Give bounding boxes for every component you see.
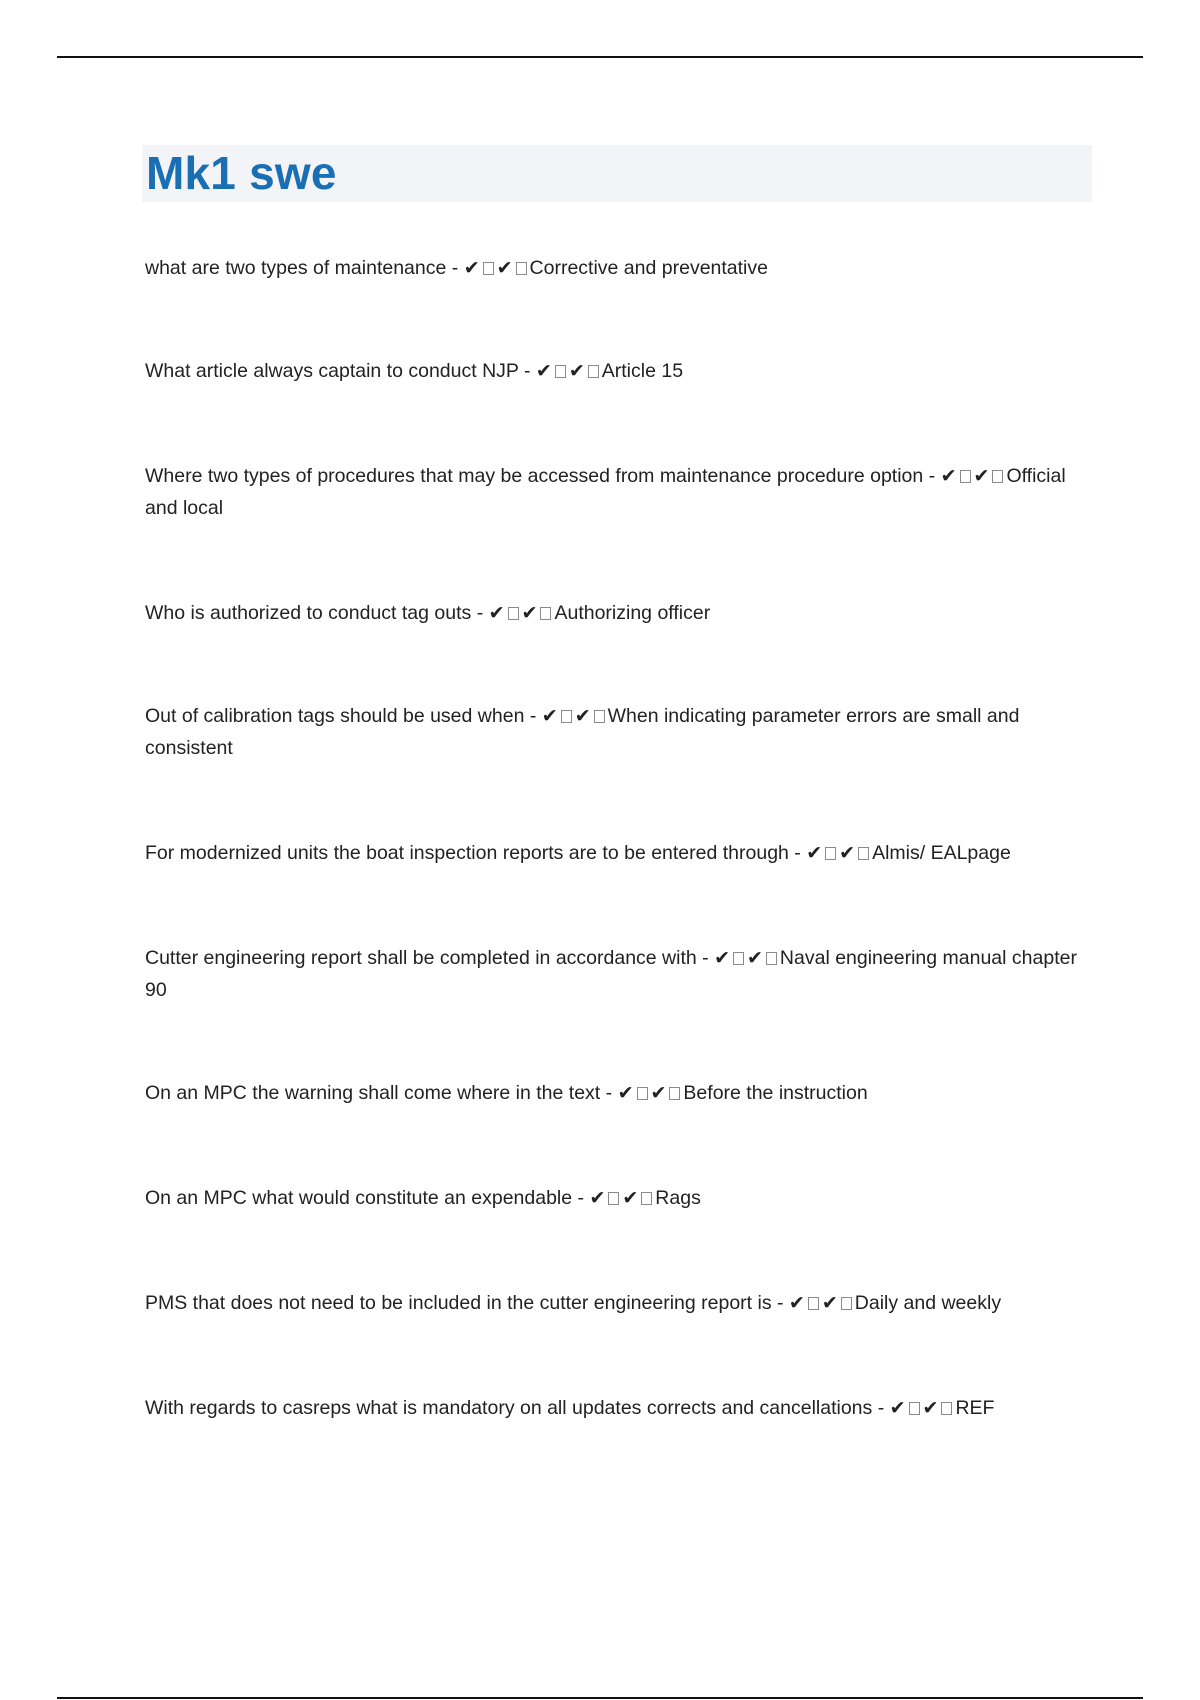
qa-item-11: With regards to casreps what is mandatory on all updates corrects and cancellations - ✔ ✔ REF — [145, 1397, 995, 1419]
box-icon — [825, 847, 836, 860]
check-icon: ✔ — [521, 602, 538, 624]
answer-text: Almis/ EALpage — [872, 842, 1011, 864]
box-icon — [766, 952, 777, 965]
box-icon — [608, 1192, 619, 1205]
box-icon — [960, 470, 971, 483]
question-text: On an MPC what would constitute an expendable — [145, 1187, 573, 1209]
page-bottom-rule — [57, 1697, 1143, 1699]
check-icon: ✔ — [574, 705, 591, 727]
qa-item-7: Cutter engineering report shall be completed in accordance with - ✔ ✔ Naval engineering manual chapter 90 — [145, 947, 1077, 1001]
answer-text: Naval engineering manual chapter 90 — [145, 947, 1077, 1001]
box-icon — [637, 1087, 648, 1100]
question-text: what are two types of maintenance — [145, 257, 447, 279]
qa-item-1: what are two types of maintenance - ✔ ✔ Corrective and preventative — [145, 257, 768, 279]
box-icon — [594, 710, 605, 723]
check-icon: ✔ — [488, 602, 505, 624]
check-icon: ✔ — [650, 1082, 667, 1104]
box-icon — [733, 952, 744, 965]
box-icon — [941, 1402, 952, 1415]
check-icon: ✔ — [747, 947, 763, 969]
question-text: On an MPC the warning shall come where in the text — [145, 1082, 601, 1104]
answer-text: Article 15 — [601, 360, 684, 382]
qa-item-3: Where two types of procedures that may be accessed from maintenance procedure option - ✔ ✔ Official and local — [145, 465, 1066, 519]
check-icon: ✔ — [714, 947, 730, 969]
question-text: What article always captain to conduct NJP — [145, 360, 519, 382]
check-icon: ✔ — [617, 1082, 634, 1104]
check-icon: ✔ — [806, 842, 823, 864]
box-icon — [992, 470, 1003, 483]
box-icon — [561, 710, 572, 723]
answer-text: Authorizing officer — [554, 602, 711, 624]
check-icon: ✔ — [940, 465, 957, 487]
box-icon — [808, 1297, 819, 1310]
answer-text: Before the instruction — [683, 1082, 868, 1104]
box-icon — [909, 1402, 920, 1415]
question-text: Out of calibration tags should be used when — [145, 705, 525, 727]
box-icon — [540, 607, 551, 620]
box-icon — [555, 365, 566, 378]
answer-text: Corrective and preventative — [529, 257, 768, 279]
box-icon — [858, 847, 869, 860]
box-icon — [669, 1087, 680, 1100]
box-icon — [641, 1192, 652, 1205]
check-icon: ✔ — [535, 360, 552, 382]
check-icon: ✔ — [541, 705, 558, 727]
qa-item-8: On an MPC the warning shall come where in the text - ✔ ✔ Before the instruction — [145, 1082, 868, 1104]
question-text: With regards to casreps what is mandatory on all updates corrects and cancellations — [145, 1397, 873, 1419]
question-text: For modernized units the boat inspection reports are to be entered through — [145, 842, 789, 864]
check-icon: ✔ — [821, 1292, 838, 1314]
check-icon: ✔ — [788, 1292, 805, 1314]
qa-item-9: On an MPC what would constitute an expendable - ✔ ✔ Rags — [145, 1187, 701, 1209]
box-icon — [516, 262, 527, 275]
check-icon: ✔ — [496, 257, 513, 279]
answer-text: When indicating parameter errors are small and consistent — [145, 705, 1020, 759]
answer-text: REF — [955, 1397, 995, 1419]
question-text: Who is authorized to conduct tag outs — [145, 602, 472, 624]
answer-text: Official and local — [145, 465, 1066, 519]
question-text: PMS that does not need to be included in the cutter engineering report is — [145, 1292, 772, 1314]
answer-text: Daily and weekly — [854, 1292, 1002, 1314]
check-icon: ✔ — [568, 360, 585, 382]
question-text: Where two types of procedures that may be accessed from maintenance procedure option — [145, 465, 924, 487]
page-title: Mk1 swe — [146, 147, 337, 199]
qa-item-10: PMS that does not need to be included in the cutter engineering report is - ✔ ✔ Daily and weekly — [145, 1292, 1002, 1314]
box-icon — [588, 365, 599, 378]
qa-item-2: What article always captain to conduct NJP - ✔ ✔ Article 15 — [145, 360, 684, 382]
qa-item-4: Who is authorized to conduct tag outs - ✔ ✔ Authorizing officer — [145, 602, 711, 624]
box-icon — [483, 262, 494, 275]
check-icon: ✔ — [973, 465, 990, 487]
check-icon: ✔ — [889, 1397, 906, 1419]
question-text: Cutter engineering report shall be completed in accordance with — [145, 947, 697, 969]
page-top-rule — [57, 56, 1143, 58]
box-icon — [841, 1297, 852, 1310]
check-icon: ✔ — [589, 1187, 606, 1209]
box-icon — [508, 607, 519, 620]
qa-item-6: For modernized units the boat inspection reports are to be entered through - ✔ ✔ Almis/ EALpage — [145, 842, 1011, 864]
check-icon: ✔ — [463, 257, 480, 279]
check-icon: ✔ — [839, 842, 856, 864]
check-icon: ✔ — [922, 1397, 939, 1419]
qa-item-5: Out of calibration tags should be used when - ✔ ✔ When indicating parameter errors are small and consistent — [145, 705, 1020, 759]
answer-text: Rags — [655, 1187, 701, 1209]
check-icon: ✔ — [622, 1187, 639, 1209]
